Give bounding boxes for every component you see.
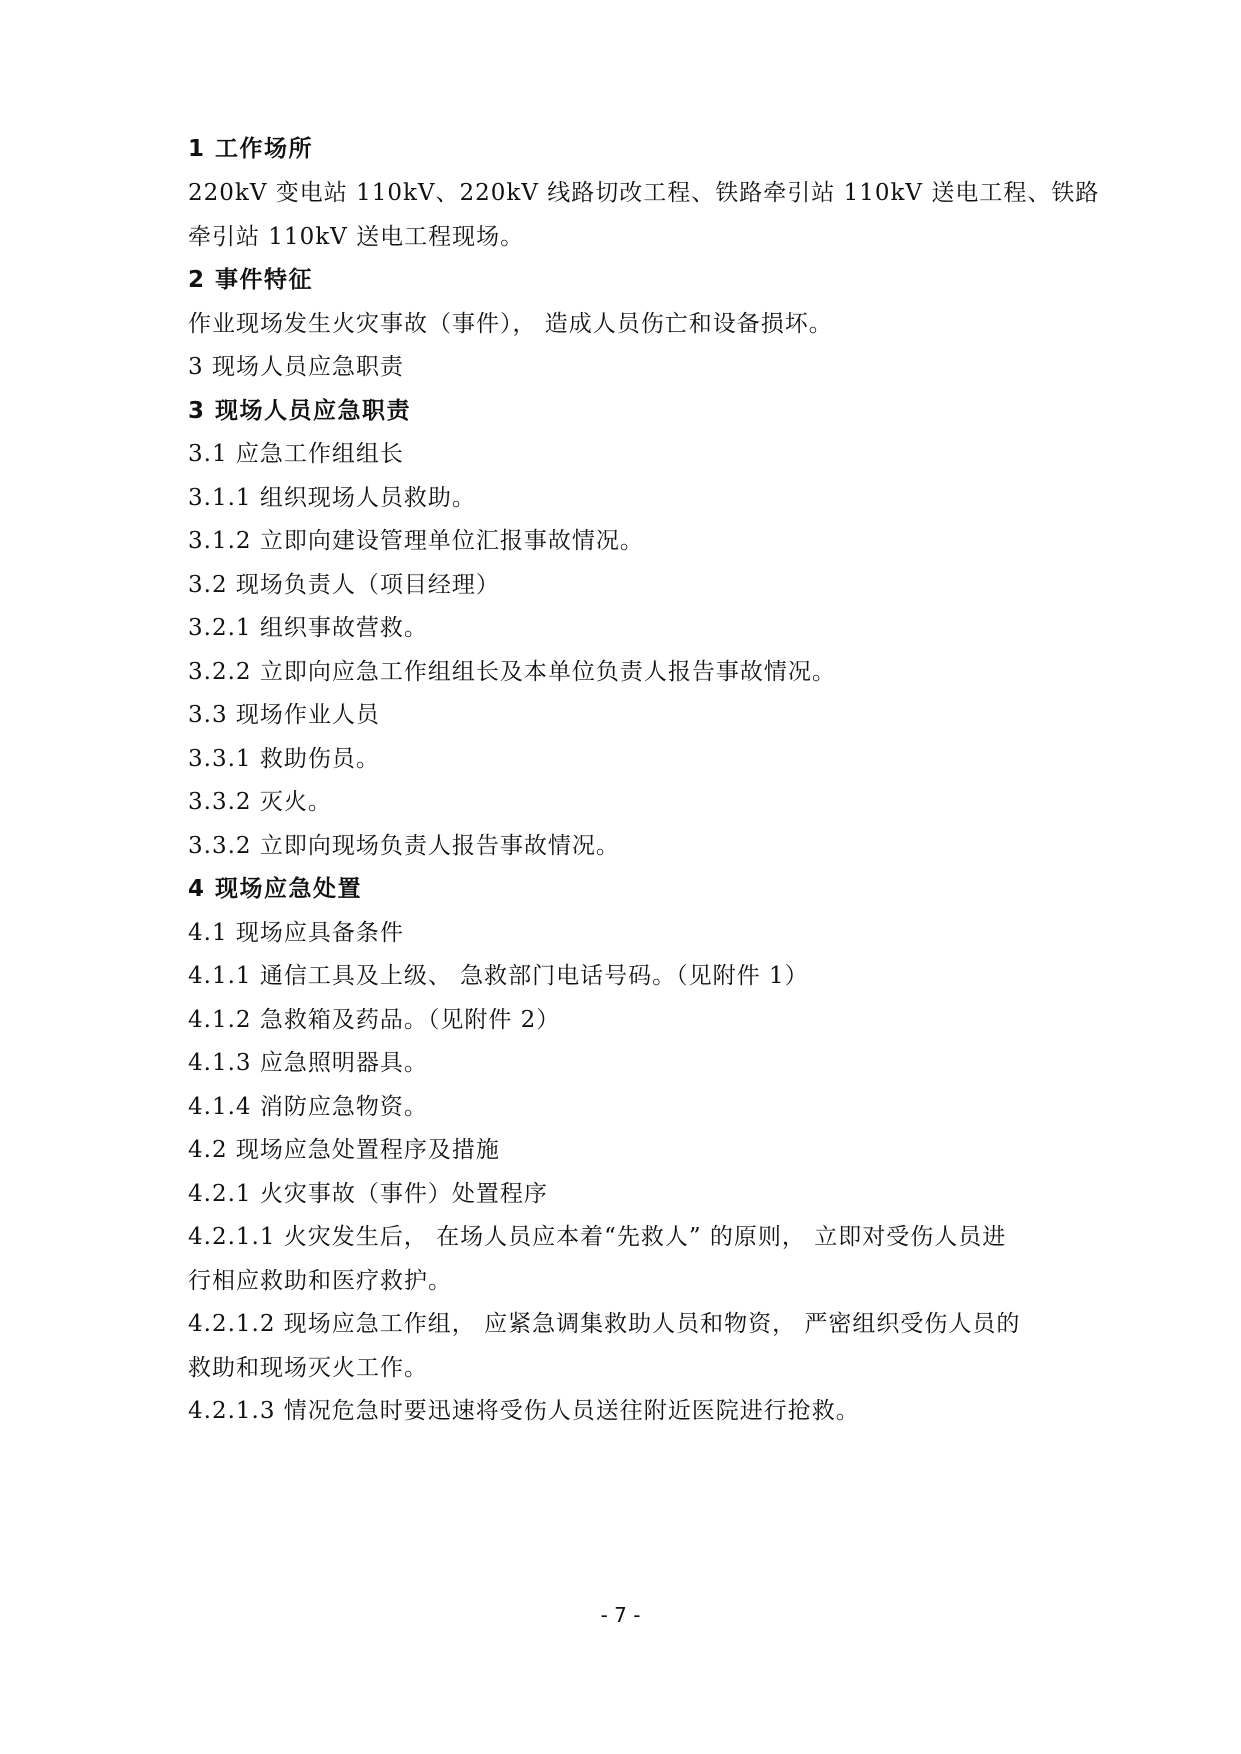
paragraph-line: 牵引站 110kV 送电工程现场。 xyxy=(188,224,525,250)
list-item: 4.1.2 急救箱及药品。（见附件 2） xyxy=(188,1007,561,1033)
subheading-line: 4.2 现场应急处置程序及措施 xyxy=(188,1137,500,1163)
list-item: 4.2.1 火灾事故（事件）处置程序 xyxy=(188,1181,548,1207)
list-item: 3.1.1 组织现场人员救助。 xyxy=(188,485,476,511)
page-number: - 7 - xyxy=(600,1603,641,1627)
paragraph-line: 3 现场人员应急职责 xyxy=(188,354,404,380)
heading-emergency-duties: 3 现场人员应急职责 xyxy=(188,398,412,424)
list-item: 3.2.1 组织事故营救。 xyxy=(188,615,428,641)
paragraph-line: 220kV 变电站 110kV、220kV 线路切改工程、铁路牵引站 110kV 送电工程、铁路 xyxy=(188,180,1100,206)
list-item: 3.3.2 立即向现场负责人报告事故情况。 xyxy=(188,833,620,859)
list-item: 4.1.3 应急照明器具。 xyxy=(188,1050,428,1076)
list-item: 3.3.1 救助伤员。 xyxy=(188,746,380,772)
paragraph-line: 作业现场发生火灾事故（事件）， 造成人员伤亡和设备损坏。 xyxy=(188,311,833,337)
subheading-line: 4.1 现场应具备条件 xyxy=(188,920,404,946)
list-item: 3.1.2 立即向建设管理单位汇报事故情况。 xyxy=(188,528,644,554)
list-item: 3.2.2 立即向应急工作组组长及本单位负责人报告事故情况。 xyxy=(188,659,836,685)
list-item: 4.1.1 通信工具及上级、 急救部门电话号码。（见附件 1） xyxy=(188,963,809,989)
paragraph-line: 4.2.1.1 火灾发生后， 在场人员应本着“先救人” 的原则， 立即对受伤人员进 xyxy=(188,1224,1007,1250)
heading-workplace: 1 工作场所 xyxy=(188,136,314,162)
subheading-line: 3.1 应急工作组组长 xyxy=(188,441,404,467)
paragraph-line: 行相应救助和医疗救护。 xyxy=(188,1268,452,1294)
heading-event-features: 2 事件特征 xyxy=(188,267,314,293)
subheading-line: 3.2 现场负责人（项目经理） xyxy=(188,572,500,598)
subheading-line: 3.3 现场作业人员 xyxy=(188,702,380,728)
paragraph-line: 4.2.1.2 现场应急工作组， 应紧急调集救助人员和物资， 严密组织受伤人员的 xyxy=(188,1311,1021,1337)
paragraph-line: 4.2.1.3 情况危急时要迅速将受伤人员送往附近医院进行抢救。 xyxy=(188,1398,860,1424)
list-item: 3.3.2 灭火。 xyxy=(188,789,332,815)
list-item: 4.1.4 消防应急物资。 xyxy=(188,1094,428,1120)
paragraph-line: 救助和现场灭火工作。 xyxy=(188,1355,428,1381)
heading-onsite-response: 4 现场应急处置 xyxy=(188,876,363,902)
